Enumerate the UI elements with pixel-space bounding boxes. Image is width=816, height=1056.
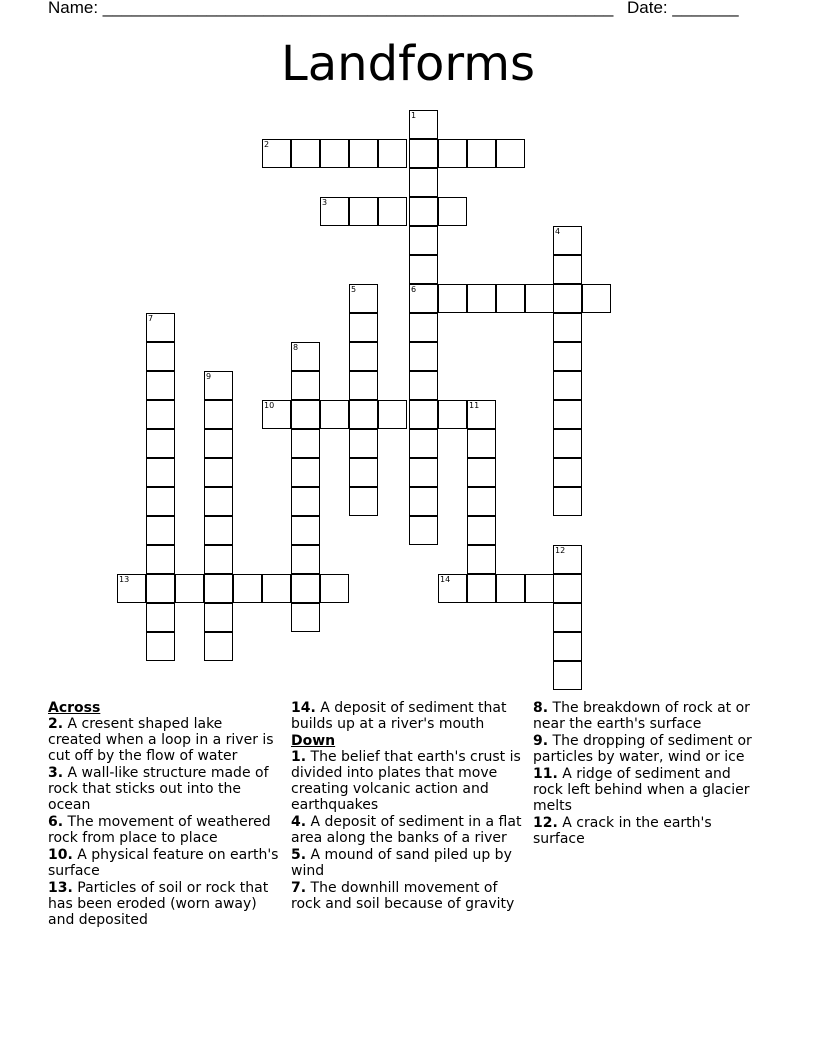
date-field-label[interactable]: Date: _______ bbox=[627, 0, 739, 17]
clue-number-4: 4 bbox=[555, 227, 561, 236]
clue-number-3: 3 bbox=[322, 198, 328, 207]
grid-cell[interactable] bbox=[204, 429, 233, 458]
grid-cell[interactable] bbox=[291, 516, 320, 545]
grid-cell[interactable] bbox=[320, 139, 349, 168]
grid-cell[interactable] bbox=[409, 255, 438, 284]
grid-cell[interactable] bbox=[146, 632, 175, 661]
grid-cell[interactable] bbox=[525, 284, 554, 313]
clue-number-14: 14 bbox=[440, 575, 451, 584]
grid-cell[interactable] bbox=[409, 197, 438, 226]
grid-cell[interactable] bbox=[409, 342, 438, 371]
grid-cell[interactable] bbox=[553, 574, 582, 603]
grid-cell[interactable] bbox=[349, 197, 378, 226]
grid-cell[interactable] bbox=[553, 255, 582, 284]
down-heading: Down bbox=[291, 733, 336, 749]
grid-cell[interactable] bbox=[146, 603, 175, 632]
grid-cell[interactable] bbox=[409, 168, 438, 197]
grid-cell[interactable] bbox=[204, 487, 233, 516]
grid-cell[interactable] bbox=[553, 603, 582, 632]
grid-cell[interactable] bbox=[438, 197, 467, 226]
grid-cell[interactable] bbox=[204, 545, 233, 574]
grid-cell[interactable] bbox=[496, 139, 525, 168]
clues-column-1 bbox=[48, 700, 280, 929]
grid-cell[interactable] bbox=[553, 284, 582, 313]
grid-cell[interactable] bbox=[349, 487, 378, 516]
clue-down-9: 9. The dropping of sediment or particles by water, wind or ice bbox=[533, 733, 752, 765]
clue-number-1: 1 bbox=[411, 111, 417, 120]
grid-cell[interactable] bbox=[204, 458, 233, 487]
grid-cell[interactable] bbox=[467, 545, 496, 574]
clue-down-7: 7. The downhill movement of rock and soil because of gravity bbox=[291, 880, 515, 912]
clue-across-13: 13. Particles of soil or rock that has been eroded (worn away) and deposited bbox=[48, 880, 269, 928]
grid-cell[interactable] bbox=[467, 487, 496, 516]
clue-number-6: 6 bbox=[411, 285, 417, 294]
grid-cell[interactable] bbox=[291, 603, 320, 632]
clue-across-10: 10. A physical feature on earth's surface bbox=[48, 847, 279, 879]
grid-cell[interactable] bbox=[146, 371, 175, 400]
clue-down-4: 4. A deposit of sediment in a flat area along the banks of a river bbox=[291, 814, 522, 846]
grid-cell[interactable] bbox=[146, 574, 175, 603]
grid-cell[interactable] bbox=[291, 400, 320, 429]
grid-cell[interactable] bbox=[438, 400, 467, 429]
grid-cell[interactable] bbox=[204, 603, 233, 632]
grid-cell[interactable] bbox=[204, 574, 233, 603]
grid-cell[interactable] bbox=[409, 139, 438, 168]
grid-cell[interactable] bbox=[467, 458, 496, 487]
grid-cell[interactable] bbox=[146, 458, 175, 487]
grid-cell[interactable] bbox=[204, 516, 233, 545]
grid-cell[interactable] bbox=[291, 458, 320, 487]
grid-cell[interactable] bbox=[467, 574, 496, 603]
name-field-label[interactable]: Name: ______________________________________________________ bbox=[48, 0, 614, 17]
grid-cell[interactable] bbox=[467, 139, 496, 168]
grid-cell[interactable] bbox=[553, 487, 582, 516]
grid-cell[interactable] bbox=[409, 400, 438, 429]
grid-cell[interactable] bbox=[409, 458, 438, 487]
grid-cell[interactable] bbox=[438, 284, 467, 313]
grid-cell[interactable] bbox=[349, 139, 378, 168]
grid-cell[interactable] bbox=[553, 458, 582, 487]
grid-cell[interactable] bbox=[146, 487, 175, 516]
clue-number-9: 9 bbox=[206, 372, 212, 381]
clue-number-11: 11 bbox=[469, 401, 480, 410]
grid-cell[interactable] bbox=[291, 371, 320, 400]
clues-column-2 bbox=[291, 700, 523, 913]
grid-cell[interactable] bbox=[233, 574, 262, 603]
clue-number-13: 13 bbox=[119, 575, 130, 584]
grid-cell[interactable] bbox=[553, 661, 582, 690]
grid-cell[interactable] bbox=[146, 400, 175, 429]
clue-down-8: 8. The breakdown of rock at or near the earth's surface bbox=[533, 700, 750, 732]
clue-across-2: 2. A cresent shaped lake created when a loop in a river is cut off by the flow of water bbox=[48, 716, 274, 764]
grid-cell[interactable] bbox=[175, 574, 204, 603]
grid-cell[interactable] bbox=[409, 226, 438, 255]
grid-cell[interactable] bbox=[496, 284, 525, 313]
clue-number-2: 2 bbox=[264, 140, 270, 149]
clue-number-8: 8 bbox=[293, 343, 299, 352]
across-heading: Across bbox=[48, 700, 101, 716]
grid-cell[interactable] bbox=[467, 516, 496, 545]
clue-number-7: 7 bbox=[148, 314, 154, 323]
grid-cell[interactable] bbox=[409, 313, 438, 342]
clue-number-5: 5 bbox=[351, 285, 357, 294]
clue-down-12: 12. A crack in the earth's surface bbox=[533, 815, 712, 847]
grid-cell[interactable] bbox=[349, 458, 378, 487]
grid-cell[interactable] bbox=[291, 545, 320, 574]
grid-cell[interactable] bbox=[291, 487, 320, 516]
grid-cell[interactable] bbox=[409, 429, 438, 458]
grid-cell[interactable] bbox=[146, 516, 175, 545]
grid-cell[interactable] bbox=[378, 139, 407, 168]
grid-cell[interactable] bbox=[291, 574, 320, 603]
clue-across-6: 6. The movement of weathered rock from place to place bbox=[48, 814, 271, 846]
clue-across-14: 14. A deposit of sediment that builds up at a river's mouth bbox=[291, 700, 507, 732]
clue-number-12: 12 bbox=[555, 546, 566, 555]
clue-down-5: 5. A mound of sand piled up by wind bbox=[291, 847, 512, 879]
grid-cell[interactable] bbox=[349, 400, 378, 429]
grid-cell[interactable] bbox=[525, 574, 554, 603]
grid-cell[interactable] bbox=[553, 313, 582, 342]
grid-cell[interactable] bbox=[409, 371, 438, 400]
clue-number-10: 10 bbox=[264, 401, 275, 410]
page-title: Landforms bbox=[281, 36, 535, 92]
grid-cell[interactable] bbox=[320, 574, 349, 603]
clues-column-3 bbox=[533, 700, 765, 848]
grid-cell[interactable] bbox=[553, 632, 582, 661]
clue-across-3: 3. A wall-like structure made of rock that sticks out into the ocean bbox=[48, 765, 269, 813]
grid-cell[interactable] bbox=[146, 545, 175, 574]
clue-down-1: 1. The belief that earth's crust is divided into plates that move creating volcanic action and earthquakes bbox=[291, 749, 521, 813]
grid-cell[interactable] bbox=[349, 313, 378, 342]
grid-cell[interactable] bbox=[378, 400, 407, 429]
grid-cell[interactable] bbox=[582, 284, 611, 313]
grid-cell[interactable] bbox=[146, 342, 175, 371]
grid-cell[interactable] bbox=[204, 400, 233, 429]
grid-cell[interactable] bbox=[553, 371, 582, 400]
grid-cell[interactable] bbox=[496, 574, 525, 603]
grid-cell[interactable] bbox=[553, 400, 582, 429]
grid-cell[interactable] bbox=[553, 429, 582, 458]
grid-cell[interactable] bbox=[349, 429, 378, 458]
grid-cell[interactable] bbox=[467, 284, 496, 313]
grid-cell[interactable] bbox=[349, 342, 378, 371]
grid-cell[interactable] bbox=[409, 487, 438, 516]
grid-cell[interactable] bbox=[204, 632, 233, 661]
grid-cell[interactable] bbox=[553, 342, 582, 371]
clue-down-11: 11. A ridge of sediment and rock left behind when a glacier melts bbox=[533, 766, 750, 814]
grid-cell[interactable] bbox=[409, 516, 438, 545]
grid-cell[interactable] bbox=[320, 400, 349, 429]
grid-cell[interactable] bbox=[262, 574, 291, 603]
grid-cell[interactable] bbox=[291, 139, 320, 168]
grid-cell[interactable] bbox=[467, 429, 496, 458]
grid-cell[interactable] bbox=[146, 429, 175, 458]
grid-cell[interactable] bbox=[378, 197, 407, 226]
grid-cell[interactable] bbox=[291, 429, 320, 458]
grid-cell[interactable] bbox=[349, 371, 378, 400]
grid-cell[interactable] bbox=[438, 139, 467, 168]
